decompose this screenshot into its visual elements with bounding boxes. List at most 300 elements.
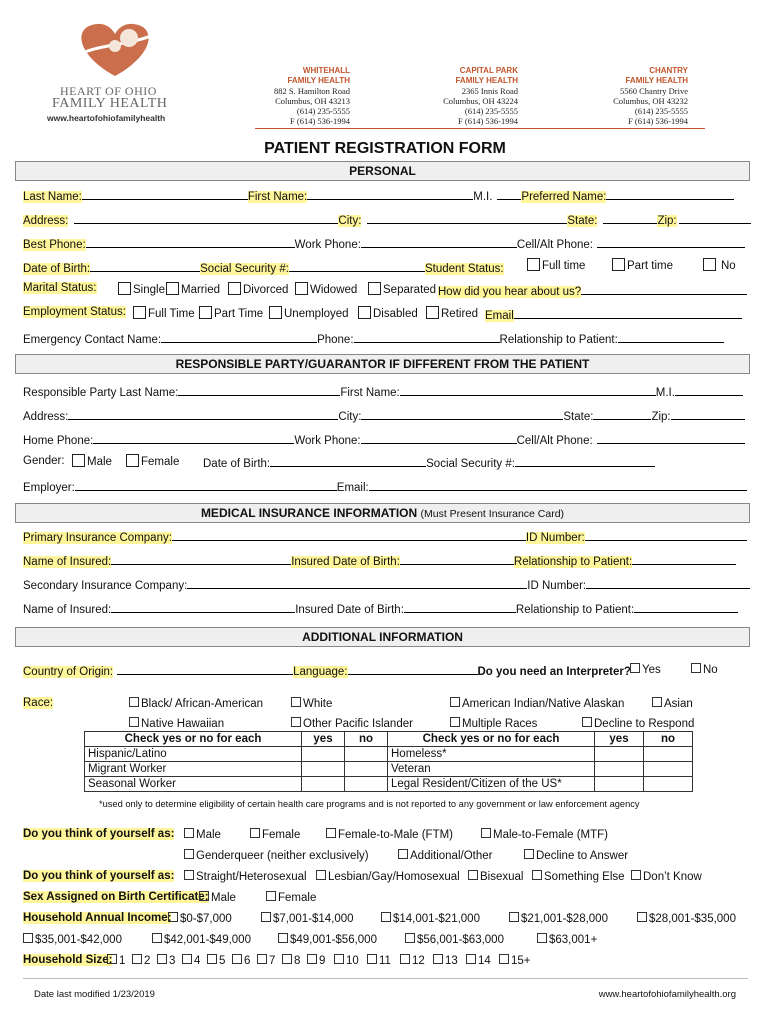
table-cell-label: Veteran <box>388 762 595 777</box>
checkbox-icon <box>691 663 701 673</box>
guarantor-home-phone-field[interactable] <box>93 432 294 444</box>
student-full-time[interactable]: Full time <box>527 258 585 272</box>
checkbox-icon <box>532 870 542 880</box>
student-no[interactable]: No <box>703 258 736 272</box>
checkbox-icon <box>168 912 178 922</box>
section-insurance <box>15 503 750 523</box>
checkbox-icon <box>307 954 317 964</box>
checkbox-icon <box>334 954 344 964</box>
ssn-label: Social Security #: <box>200 263 289 275</box>
checkbox-icon <box>107 954 117 964</box>
checkbox-icon <box>630 663 640 673</box>
insured-dob-field[interactable] <box>400 553 514 565</box>
insured-dob-label: Insured Date of Birth: <box>291 556 400 568</box>
guarantor-work-phone-field[interactable] <box>361 432 517 444</box>
name-insured-field[interactable] <box>111 553 291 565</box>
table-cell-no[interactable] <box>345 777 388 792</box>
so-something-else[interactable]: Something Else <box>532 870 625 883</box>
marital-widowed[interactable]: Widowed <box>295 282 357 296</box>
row-guarantor-phones <box>23 432 745 447</box>
section-additional: ADDITIONAL INFORMATION <box>15 627 750 647</box>
id-number-field[interactable] <box>585 529 747 541</box>
so-bisexual[interactable]: Bisexual <box>468 870 523 883</box>
guarantor-dob-field[interactable] <box>270 455 426 467</box>
race-label-wrap <box>23 697 53 709</box>
checkbox-icon <box>23 933 33 943</box>
income-8[interactable]: $56,001-$63,000 <box>405 933 504 946</box>
table-cell-label: Migrant Worker <box>85 762 302 777</box>
checkbox-icon <box>612 258 625 271</box>
checkbox-icon <box>524 849 534 859</box>
hear-about-field[interactable] <box>581 283 747 295</box>
table-cell-label: Legal Resident/Citizen of the US* <box>388 777 595 792</box>
guarantor-cell-phone-field[interactable] <box>597 432 745 444</box>
checkbox-icon <box>368 282 381 295</box>
race-native-hawaiian[interactable]: Native Hawaiian <box>129 717 224 730</box>
employment-full-time[interactable]: Full Time <box>133 306 195 320</box>
header-divider <box>255 128 705 129</box>
employment-unemployed[interactable]: Unemployed <box>269 306 349 320</box>
row-marital <box>23 282 97 294</box>
first-name-field[interactable] <box>307 188 473 200</box>
race-pacific-islander[interactable]: Other Pacific Islander <box>291 717 413 730</box>
row-guarantor-dob <box>203 455 655 470</box>
race-decline[interactable]: Decline to Respond <box>582 717 694 730</box>
gender-identity-label: Do you think of yourself as: <box>23 828 175 840</box>
row-guarantor-name <box>23 384 743 399</box>
income-4[interactable]: $28,001-$35,000 <box>637 912 736 925</box>
checkbox-icon <box>132 954 142 964</box>
ssn-field[interactable] <box>289 260 425 272</box>
table-cell-yes[interactable] <box>302 777 345 792</box>
table-row <box>85 777 693 792</box>
insurance-heading-note: (Must Present Insurance Card) <box>420 508 565 520</box>
size-5[interactable]: 5 <box>207 954 225 967</box>
race-label: Race: <box>23 697 54 709</box>
checkbox-icon <box>184 828 194 838</box>
table-cell-label: Homeless* <box>388 747 595 762</box>
table-header-yes-right: yes <box>595 732 644 747</box>
checkbox-icon <box>381 912 391 922</box>
emergency-phone-field[interactable] <box>354 331 500 343</box>
org-name-line2: FAMILY HEALTH <box>52 96 168 111</box>
so-lesbian-gay[interactable]: Lesbian/Gay/Homosexual <box>316 870 460 883</box>
checkbox-icon <box>291 717 301 727</box>
guarantor-dob-label: Date of Birth: <box>203 458 271 470</box>
checkbox-icon <box>152 933 162 943</box>
employment-status-label: Employment Status: <box>23 306 126 318</box>
state-field[interactable] <box>603 212 657 224</box>
race-american-indian[interactable]: American Indian/Native Alaskan <box>450 697 624 710</box>
guarantor-ssn-field[interactable] <box>515 455 655 467</box>
dob-field[interactable] <box>90 260 200 272</box>
race-asian[interactable]: Asian <box>652 697 693 710</box>
state-label: State: <box>567 215 598 227</box>
checkbox-icon <box>228 282 241 295</box>
zip-field[interactable] <box>679 212 751 224</box>
table-row <box>85 732 693 747</box>
checkbox-icon <box>266 891 276 901</box>
table-cell-no[interactable] <box>644 762 693 777</box>
row-primary-insurance <box>23 529 747 544</box>
marital-married[interactable]: Married <box>166 282 220 296</box>
size-10[interactable]: 10 <box>334 954 359 967</box>
checkbox-icon <box>358 306 371 319</box>
race-black[interactable]: Black/ African-American <box>129 697 263 710</box>
row-email <box>485 307 742 322</box>
employment-retired[interactable]: Retired <box>426 306 478 320</box>
row-country <box>23 663 631 678</box>
checkbox-icon <box>537 933 547 943</box>
checkbox-icon <box>72 454 85 467</box>
guarantor-gender-label: Gender: <box>23 455 65 467</box>
guarantor-ssn-label: Social Security #: <box>426 458 515 470</box>
work-phone-field[interactable] <box>361 236 517 248</box>
checkbox-icon <box>126 454 139 467</box>
checkbox-icon <box>295 282 308 295</box>
guarantor-cell-phone-label: Cell/Alt Phone: <box>516 435 593 447</box>
emergency-relationship-field[interactable] <box>618 331 724 343</box>
table-cell-no[interactable] <box>345 762 388 777</box>
location-whitehall: WHITEHALL FAMILY HEALTH 882 S. Hamilton Road Columbus, OH 43213 (614) 235-5555 F (614) 536-1994 <box>273 66 350 126</box>
footer-date-modified: Date last modified 1/23/2019 <box>34 989 155 1000</box>
checkbox-icon <box>400 954 410 964</box>
checkbox-icon <box>527 258 540 271</box>
email-label: Email <box>485 310 514 322</box>
marital-separated[interactable]: Separated <box>368 282 436 296</box>
id-number-label: ID Number: <box>525 532 585 544</box>
checkbox-icon <box>182 954 192 964</box>
checkbox-icon <box>631 870 641 880</box>
table-cell-yes[interactable] <box>595 777 644 792</box>
table-cell-yes[interactable] <box>302 762 345 777</box>
secondary-insurance-field[interactable] <box>187 577 527 589</box>
name-insured2-label: Name of Insured: <box>23 604 112 616</box>
guarantor-zip-field[interactable] <box>671 408 745 420</box>
size-6[interactable]: 6 <box>232 954 250 967</box>
income-0[interactable]: $0-$7,000 <box>168 912 232 925</box>
section-guarantor: RESPONSIBLE PARTY/GUARANTOR IF DIFFERENT FROM THE PATIENT <box>15 354 750 374</box>
checkbox-icon <box>468 870 478 880</box>
id-number2-label: ID Number: <box>527 580 587 592</box>
size-9[interactable]: 9 <box>307 954 325 967</box>
row-name <box>23 188 734 203</box>
guarantor-last-name-field[interactable] <box>178 384 340 396</box>
employment-part-time[interactable]: Part Time <box>199 306 263 320</box>
income-9[interactable]: $63,001+ <box>537 933 597 946</box>
gi-female[interactable]: Female <box>250 828 300 841</box>
checkbox-icon <box>184 870 194 880</box>
interpreter-yes[interactable]: Yes <box>630 663 661 676</box>
logo <box>55 14 175 84</box>
size-4[interactable]: 4 <box>182 954 200 967</box>
insured-dob2-field[interactable] <box>404 601 516 613</box>
interpreter-no[interactable]: No <box>691 663 718 676</box>
checkbox-icon <box>199 891 209 901</box>
checkbox-icon <box>367 954 377 964</box>
hear-about-label: How did you hear about us? <box>438 286 582 298</box>
gi-mtf[interactable]: Male-to-Female (MTF) <box>481 828 608 841</box>
ethnicity-footnote: *used only to determine eligibility of certain health care programs and is not reported to any government or law enforcement agency <box>99 799 640 809</box>
income-1[interactable]: $7,001-$14,000 <box>261 912 354 925</box>
income-5[interactable]: $35,001-$42,000 <box>23 933 122 946</box>
household-size-label-wrap <box>23 954 112 966</box>
marital-divorced[interactable]: Divorced <box>228 282 288 296</box>
form-title: PATIENT REGISTRATION FORM <box>264 140 506 157</box>
gi-decline[interactable]: Decline to Answer <box>524 849 628 862</box>
size-1[interactable]: 1 <box>107 954 125 967</box>
gi-male[interactable]: Male <box>184 828 221 841</box>
checkbox-icon <box>499 954 509 964</box>
guarantor-employer-label: Employer: <box>23 482 75 494</box>
size-11[interactable]: 11 <box>367 954 391 967</box>
checkbox-icon <box>509 912 519 922</box>
sex-birth-label-wrap <box>23 891 209 903</box>
checkbox-icon <box>582 717 592 727</box>
checkbox-icon <box>316 870 326 880</box>
table-cell-label: Seasonal Worker <box>85 777 302 792</box>
row-guarantor-address <box>23 408 745 423</box>
row-guarantor-employer <box>23 479 747 494</box>
checkbox-icon <box>466 954 476 964</box>
size-7[interactable]: 7 <box>257 954 275 967</box>
language-label: Language: <box>293 666 348 678</box>
guarantor-first-name-field[interactable] <box>400 384 656 396</box>
checkbox-icon <box>250 828 260 838</box>
best-phone-label: Best Phone: <box>23 239 86 251</box>
row-name-insured <box>23 553 736 568</box>
checkbox-icon <box>207 954 217 964</box>
address-label: Address: <box>23 215 69 227</box>
checkbox-icon <box>326 828 336 838</box>
primary-insurance-field[interactable] <box>172 529 526 541</box>
row-address <box>23 212 751 227</box>
checkbox-icon <box>291 697 301 707</box>
primary-insurance-label: Primary Insurance Company: <box>23 532 172 544</box>
secondary-insurance-label: Secondary Insurance Company: <box>23 580 188 592</box>
employment-disabled[interactable]: Disabled <box>358 306 418 320</box>
guarantor-email-label: Email: <box>336 482 369 494</box>
checkbox-icon <box>398 849 408 859</box>
row-name-insured2 <box>23 601 738 616</box>
gi-ftm[interactable]: Female-to-Male (FTM) <box>326 828 453 841</box>
income-label: Household Annual Income: <box>23 912 172 924</box>
checkbox-icon <box>269 306 282 319</box>
last-name-label: Last Name: <box>23 191 82 203</box>
size-8[interactable]: 8 <box>282 954 300 967</box>
insurance-heading: MEDICAL INSURANCE INFORMATION <box>200 506 418 520</box>
table-cell-label: Hispanic/Latino <box>85 747 302 762</box>
table-cell-yes[interactable] <box>595 747 644 762</box>
insured-relationship2-label: Relationship to Patient: <box>515 604 635 616</box>
preferred-name-field[interactable] <box>606 188 734 200</box>
guarantor-gender-female[interactable]: Female <box>126 454 179 468</box>
emergency-relationship-label: Relationship to Patient: <box>499 334 618 346</box>
country-label: Country of Origin: <box>23 666 114 678</box>
emergency-contact-field[interactable] <box>161 331 317 343</box>
last-name-field[interactable] <box>82 188 248 200</box>
checkbox-icon <box>637 912 647 922</box>
guarantor-zip-label: Zip: <box>651 411 671 423</box>
work-phone-label: Work Phone: <box>294 239 361 251</box>
emergency-contact-label: Emergency Contact Name: <box>23 334 162 346</box>
checkbox-icon <box>129 717 139 727</box>
gender-identity-label-wrap <box>23 828 174 840</box>
row-phones <box>23 236 745 251</box>
row-guarantor-gender <box>23 455 65 467</box>
guarantor-state-field[interactable] <box>593 408 651 420</box>
checkbox-icon <box>450 717 460 727</box>
table-row <box>85 762 693 777</box>
ethnicity-table <box>84 731 693 792</box>
income-7[interactable]: $49,001-$56,000 <box>278 933 377 946</box>
mi-field[interactable] <box>497 188 521 200</box>
size-13[interactable]: 13 <box>433 954 458 967</box>
name-insured-label: Name of Insured: <box>23 556 112 568</box>
race-white[interactable]: White <box>291 697 332 710</box>
insured-relationship2-field[interactable] <box>634 601 738 613</box>
sex-birth-label: Sex Assigned on Birth Certificate: <box>23 891 209 903</box>
language-field[interactable] <box>348 663 478 675</box>
section-personal: PERSONAL <box>15 161 750 181</box>
checkbox-icon <box>261 912 271 922</box>
size-12[interactable]: 12 <box>400 954 425 967</box>
checkbox-icon <box>703 258 716 271</box>
row-employment <box>23 306 126 318</box>
footer-divider <box>23 978 748 979</box>
best-phone-field[interactable] <box>86 236 295 248</box>
checkbox-icon <box>199 306 212 319</box>
size-3[interactable]: 3 <box>157 954 175 967</box>
cell-phone-field[interactable] <box>597 236 745 248</box>
checkbox-icon <box>433 954 443 964</box>
checkbox-icon <box>257 954 267 964</box>
guarantor-gender-male[interactable]: Male <box>72 454 112 468</box>
row-secondary-insurance <box>23 577 750 592</box>
so-straight[interactable]: Straight/Heterosexual <box>184 870 307 883</box>
guarantor-city-field[interactable] <box>361 408 563 420</box>
checkbox-icon <box>166 282 179 295</box>
income-3[interactable]: $21,001-$28,000 <box>509 912 608 925</box>
marital-single[interactable]: Single <box>118 282 165 296</box>
header-website: www.heartofohiofamilyhealth <box>47 113 166 123</box>
email-field[interactable] <box>514 307 742 319</box>
checkbox-icon <box>232 954 242 964</box>
city-label: City: <box>338 215 362 227</box>
guarantor-mi-field[interactable] <box>675 384 743 396</box>
size-15[interactable]: 15+ <box>499 954 531 967</box>
insured-dob2-label: Insured Date of Birth: <box>295 604 404 616</box>
name-insured2-field[interactable] <box>111 601 295 613</box>
interpreter-label: Do you need an Interpreter? <box>477 666 631 678</box>
guarantor-first-name-label: First Name: <box>340 387 400 399</box>
household-size-label: Household Size: <box>23 954 113 966</box>
dob-label: Date of Birth: <box>23 263 91 275</box>
table-cell-yes[interactable] <box>302 747 345 762</box>
size-14[interactable]: 14 <box>466 954 491 967</box>
checkbox-icon <box>282 954 292 964</box>
row-dob <box>23 260 504 275</box>
sex-birth-female[interactable]: Female <box>266 891 316 904</box>
guarantor-employer-field[interactable] <box>75 479 337 491</box>
size-2[interactable]: 2 <box>132 954 150 967</box>
table-header-no: no <box>345 732 388 747</box>
insured-relationship-label: Relationship to Patient: <box>513 556 633 568</box>
table-cell-no[interactable] <box>345 747 388 762</box>
address-field[interactable] <box>74 212 338 224</box>
cell-phone-label: Cell/Alt Phone: <box>516 239 593 251</box>
checkbox-icon <box>481 828 491 838</box>
income-label-wrap <box>23 912 171 924</box>
checkbox-icon <box>405 933 415 943</box>
income-6[interactable]: $42,001-$49,000 <box>152 933 251 946</box>
gi-other[interactable]: Additional/Other <box>398 849 492 862</box>
checkbox-icon <box>278 933 288 943</box>
guarantor-home-phone-label: Home Phone: <box>23 435 94 447</box>
guarantor-work-phone-label: Work Phone: <box>294 435 361 447</box>
guarantor-state-label: State: <box>563 411 594 423</box>
table-header-check-right: Check yes or no for each <box>388 732 595 747</box>
table-header-check: Check yes or no for each <box>85 732 302 747</box>
table-header-no-right: no <box>644 732 693 747</box>
guarantor-address-field[interactable] <box>68 408 338 420</box>
table-header-yes: yes <box>302 732 345 747</box>
guarantor-address-label: Address: <box>23 411 69 423</box>
checkbox-icon <box>133 306 146 319</box>
table-cell-no[interactable] <box>644 747 693 762</box>
location-chantry: CHANTRY FAMILY HEALTH 5560 Chantry Drive Columbus, OH 43232 (614) 235-5555 F (614) 536-1994 <box>613 66 688 126</box>
guarantor-mi-label: M.I. <box>655 387 675 399</box>
gi-genderqueer[interactable]: Genderqueer (neither exclusively) <box>184 849 369 862</box>
footer-website: www.heartofohiofamilyhealth.org <box>598 989 736 1000</box>
checkbox-icon <box>129 697 139 707</box>
income-2[interactable]: $14,001-$21,000 <box>381 912 480 925</box>
student-status-label: Student Status: <box>424 263 504 275</box>
checkbox-icon <box>426 306 439 319</box>
mi-label: M.I. <box>473 191 493 203</box>
table-row <box>85 747 693 762</box>
student-part-time[interactable]: Part time <box>612 258 673 272</box>
org-name-line1: HEART OF OHIO <box>60 84 157 98</box>
zip-label: Zip: <box>657 215 677 227</box>
country-field[interactable] <box>117 663 293 675</box>
first-name-label: First Name: <box>247 191 308 203</box>
row-hear-about <box>438 283 747 298</box>
guarantor-last-name-label: Responsible Party Last Name: <box>23 387 179 399</box>
guarantor-city-label: City: <box>338 411 362 423</box>
city-field[interactable] <box>367 212 567 224</box>
preferred-name-label: Preferred Name: <box>521 191 607 203</box>
table-cell-no[interactable] <box>644 777 693 792</box>
location-capital-park: CAPITAL PARK FAMILY HEALTH 2365 Innis Road Columbus, OH 43224 (614) 235-5555 F (614) 536-1994 <box>443 66 518 126</box>
checkbox-icon <box>184 849 194 859</box>
heart-logo-icon <box>55 14 175 84</box>
checkbox-icon <box>118 282 131 295</box>
checkbox-icon <box>652 697 662 707</box>
insured-relationship-field[interactable] <box>632 553 736 565</box>
id-number2-field[interactable] <box>586 577 750 589</box>
orientation-label-wrap <box>23 870 174 882</box>
checkbox-icon <box>157 954 167 964</box>
so-dont-know[interactable]: Don’t Know <box>631 870 702 883</box>
table-cell-yes[interactable] <box>595 762 644 777</box>
marital-status-label: Marital Status: <box>23 282 97 294</box>
guarantor-email-field[interactable] <box>369 479 747 491</box>
sex-birth-male[interactable]: Male <box>199 891 236 904</box>
race-multiple[interactable]: Multiple Races <box>450 717 537 730</box>
row-emergency <box>23 331 724 346</box>
orientation-label: Do you think of yourself as: <box>23 870 175 882</box>
